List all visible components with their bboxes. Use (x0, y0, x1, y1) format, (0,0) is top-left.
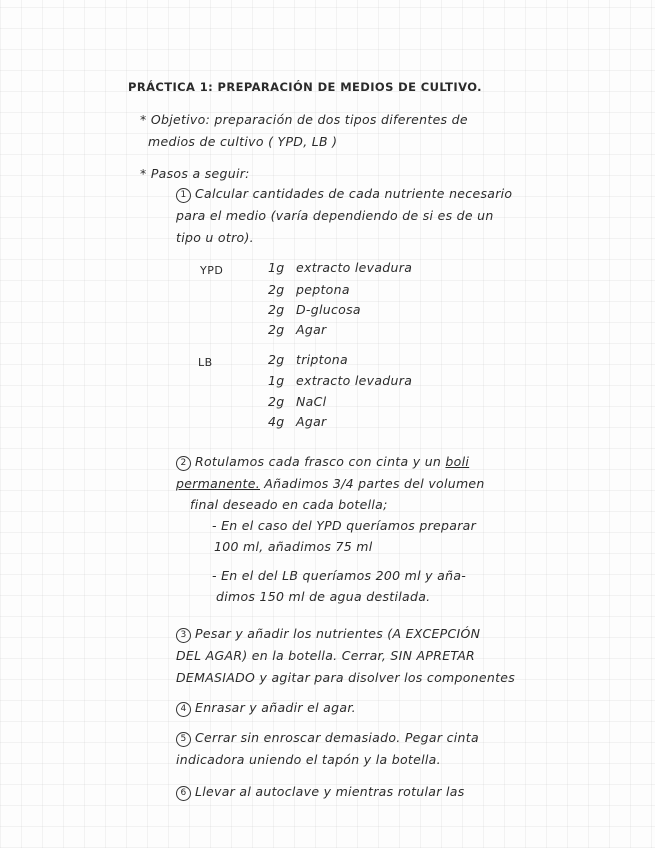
lb-item-1: triptona (296, 352, 348, 367)
step-6-text-1: Llevar al autoclave y mientras rotular las (195, 784, 465, 799)
ypd-item-2: peptona (296, 282, 350, 297)
step-2-text-1a: Rotulamos cada frasco con cinta y un (195, 454, 442, 469)
step-3-text-1: Pesar y añadir los nutrientes (A EXCEPCIÓN (195, 626, 481, 641)
step-3-line-2: DEL AGAR) en la botella. Cerrar, SIN APRETAR (176, 648, 476, 663)
step-5-number: 5 (176, 732, 191, 747)
step-2-sub-2-line-2: dimos 150 ml de agua destilada. (216, 589, 431, 604)
step-2-number: 2 (176, 456, 191, 471)
step-4-line-1 (176, 700, 356, 717)
ypd-item-1: extracto levadura (296, 260, 413, 275)
ypd-qty-2: 2g (268, 282, 285, 297)
step-4-number: 4 (176, 702, 191, 717)
ypd-item-4: Agar (296, 322, 327, 337)
objetivo-line-2: medios de cultivo ( YPD, LB ) (148, 134, 338, 149)
step-1-text-1: Calcular cantidades de cada nutriente necesario (195, 186, 513, 201)
step-1-number: 1 (176, 188, 191, 203)
lb-qty-3: 2g (268, 394, 285, 409)
objetivo-line-1: * Objetivo: preparación de dos tipos diferentes de (140, 112, 468, 127)
step-2-sub-1-line-1: - En el caso del YPD queríamos preparar (212, 518, 477, 533)
lb-qty-4: 4g (268, 414, 285, 429)
step-2-line-2 (176, 476, 485, 491)
step-1-line-2: para el medio (varía dependiendo de si es de un (176, 208, 494, 223)
ypd-item-3: D-glucosa (296, 302, 361, 317)
step-6-line-1 (176, 784, 465, 801)
lb-item-2: extracto levadura (296, 373, 413, 388)
step-2-text-2a: permanente. (176, 476, 261, 491)
step-1-line-3: tipo u otro). (176, 230, 254, 245)
step-2-line-3: final deseado en cada botella; (190, 497, 388, 512)
step-5-line-2: indicadora uniendo el tapón y la botella. (176, 752, 441, 767)
step-1-line-1 (176, 186, 512, 203)
step-5-text-1: Cerrar sin enroscar demasiado. Pegar cinta (195, 730, 479, 745)
lb-item-3: NaCl (296, 394, 327, 409)
step-3-line-1 (176, 626, 480, 643)
lb-item-4: Agar (296, 414, 327, 429)
page-title: PRÁCTICA 1: PREPARACIÓN DE MEDIOS DE CULTIVO. (128, 80, 482, 94)
step-2-text-2b: Añadimos 3/4 partes del volumen (264, 476, 485, 491)
lb-qty-1: 2g (268, 352, 285, 367)
step-2-sub-1-line-2: 100 ml, añadimos 75 ml (214, 539, 373, 554)
step-2-line-1 (176, 454, 469, 471)
lb-qty-2: 1g (268, 373, 285, 388)
ypd-qty-4: 2g (268, 322, 285, 337)
step-2-text-1b: boli (445, 454, 470, 469)
step-6-number: 6 (176, 786, 191, 801)
ypd-qty-3: 2g (268, 302, 285, 317)
ypd-label: YPD (200, 264, 224, 277)
ypd-qty-1: 1g (268, 260, 285, 275)
step-2-sub-2-line-1: - En el del LB queríamos 200 ml y aña- (212, 568, 467, 583)
step-3-line-3: DEMASIADO y agitar para disolver los componentes (176, 670, 516, 685)
step-5-line-1 (176, 730, 479, 747)
pasos-heading: * Pasos a seguir: (140, 166, 250, 181)
lb-label: LB (198, 356, 213, 369)
step-3-number: 3 (176, 628, 191, 643)
step-4-text-1: Enrasar y añadir el agar. (195, 700, 356, 715)
